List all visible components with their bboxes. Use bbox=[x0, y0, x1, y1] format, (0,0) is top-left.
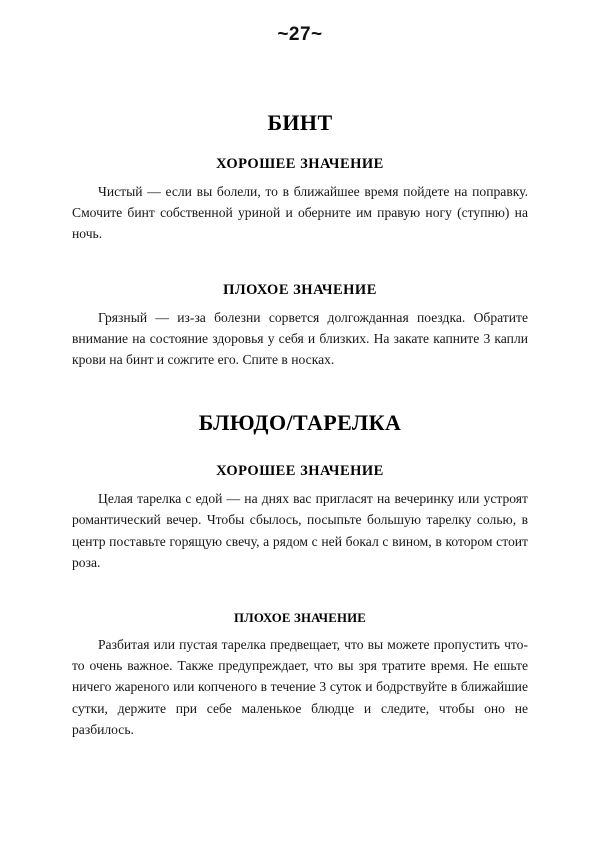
spacer bbox=[72, 245, 528, 281]
entry-title: БЛЮДО/ТАРЕЛКА bbox=[198, 410, 402, 436]
dictionary-entry bbox=[72, 110, 528, 370]
page-number: ~27~ bbox=[277, 24, 323, 45]
spacer bbox=[72, 136, 528, 155]
spacer bbox=[72, 480, 528, 488]
section-heading-good: ХОРОШЕЕ ЗНАЧЕНИЕ bbox=[216, 463, 384, 480]
dictionary-entry bbox=[72, 410, 528, 740]
section-body-good: Целая тарелка с едой — на днях вас пригласят на вечеринку или устроят романтический вечер. Чтобы сбылось, посыпьте большую тарелку солью, в центр поставьте горящую свечу, а рядом с ней бокал с вином, в котором стоит роза. bbox=[72, 491, 528, 570]
section-body-bad: Разбитая или пустая тарелка предвещает, что вы можете пропустить что-то очень важное. Также предупреждает, что вы зря тратите время. Не ешьте ничего жареного или копченого в течение 3 суток и бодрствуйте в ближайшие сутки, держите при себе маленькое блюдце и следите, чтобы оно не разбилось. bbox=[72, 637, 528, 737]
section-heading-bad: ПЛОХОЕ ЗНАЧЕНИЕ bbox=[233, 611, 367, 626]
spacer bbox=[72, 299, 528, 307]
spacer bbox=[72, 627, 528, 634]
spacer bbox=[72, 573, 528, 609]
page-content bbox=[72, 100, 528, 740]
entry-title: БИНТ bbox=[267, 110, 333, 135]
spacer bbox=[72, 173, 528, 181]
spacer bbox=[72, 436, 528, 462]
spacer bbox=[72, 370, 528, 410]
section-heading-bad: ПЛОХОЕ ЗНАЧЕНИЕ bbox=[223, 281, 377, 298]
section-body-bad: Грязный — из-за болезни сорвется долгожданная поездка. Обратите внимание на состояние здоровья у себя и близких. На закате капните 3 капли крови на бинт и сожгите его. Спите в носках. bbox=[72, 309, 528, 368]
section-body-good: Чистый — если вы болели, то в ближайшее время пойдете на поправку. Смочите бинт собственной уриной и оберните им правую ногу (ступню) на ночь. bbox=[72, 184, 528, 242]
section-heading-good: ХОРОШЕЕ ЗНАЧЕНИЕ bbox=[216, 156, 384, 172]
